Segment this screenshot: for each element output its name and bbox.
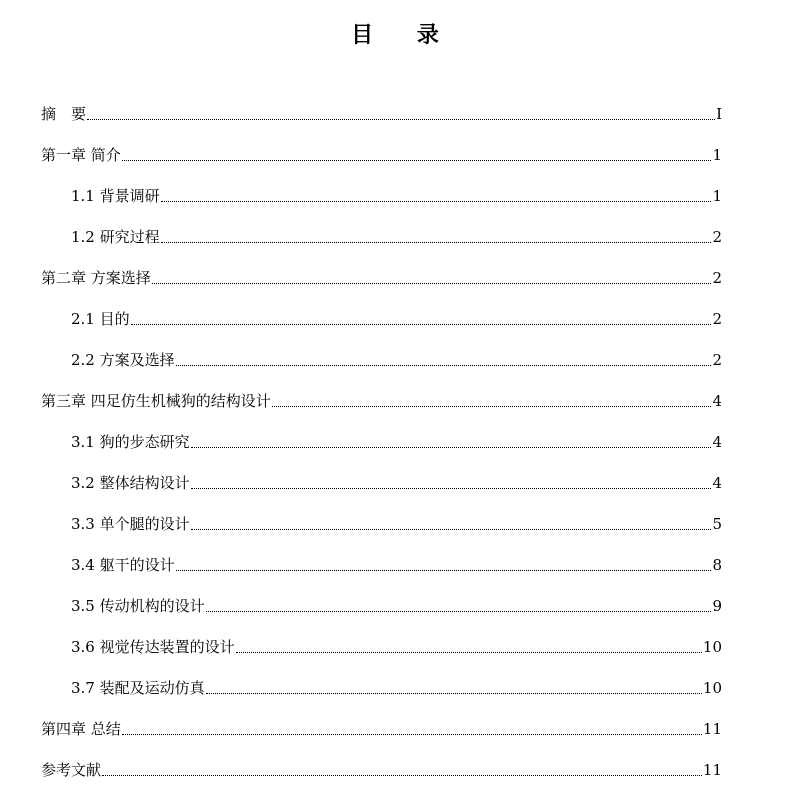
toc-entry-label: 3.5 传动机构的设计 <box>71 597 205 615</box>
toc-entry-label: 第一章 简介 <box>41 146 121 164</box>
toc-entry-label: 3.7 装配及运动仿真 <box>71 679 205 697</box>
toc-entry-label: 3.3 单个腿的设计 <box>71 515 190 533</box>
toc-entry-page: 8 <box>712 556 722 574</box>
toc-entry-page: 11 <box>702 761 722 779</box>
toc-entry-page: 4 <box>712 474 722 492</box>
toc-entry-label: 2.1 目的 <box>71 310 130 328</box>
toc-entry-label: 3.1 狗的步态研究 <box>71 433 190 451</box>
toc-leader-dots <box>87 118 715 120</box>
toc-entry[interactable] <box>71 470 722 496</box>
toc-entry[interactable] <box>71 634 722 660</box>
toc-entry-page: 4 <box>712 392 722 410</box>
toc-entry-label: 3.4 躯干的设计 <box>71 556 175 574</box>
toc-leader-dots <box>176 364 712 366</box>
toc-entry-label: 1.1 背景调研 <box>71 187 160 205</box>
toc-entry-page: 1 <box>712 146 722 164</box>
toc-leader-dots <box>122 159 712 161</box>
toc-entry-page: 11 <box>702 720 722 738</box>
toc-entry[interactable] <box>71 183 722 209</box>
toc-entry[interactable] <box>71 224 722 250</box>
toc-entry[interactable] <box>41 716 722 742</box>
toc-leader-dots <box>176 569 712 571</box>
toc-leader-dots <box>272 405 712 407</box>
toc-entry[interactable] <box>41 388 722 414</box>
toc-entry-page: I <box>716 105 722 123</box>
toc-entry-page: 9 <box>712 597 722 615</box>
toc-entry[interactable] <box>71 306 722 332</box>
toc-leader-dots <box>152 282 712 284</box>
toc-leader-dots <box>102 774 702 776</box>
toc-leader-dots <box>161 241 712 243</box>
toc-entry-page: 10 <box>702 638 722 656</box>
toc-entry-label: 第四章 总结 <box>41 720 121 738</box>
toc-entry-label: 3.6 视觉传达装置的设计 <box>71 638 235 656</box>
toc-entry-page: 4 <box>712 433 722 451</box>
toc-entry[interactable] <box>41 757 722 783</box>
toc-entry[interactable] <box>71 552 722 578</box>
toc-leader-dots <box>191 528 712 530</box>
toc-entry-label: 1.2 研究过程 <box>71 228 160 246</box>
toc-leader-dots <box>131 323 712 325</box>
toc-entry-label: 摘 要 <box>41 105 87 123</box>
toc-leader-dots <box>161 200 712 202</box>
toc-entry[interactable] <box>71 347 722 373</box>
page-title: 目 录 <box>351 23 457 48</box>
toc-entry-page: 10 <box>702 679 722 697</box>
toc-leader-dots <box>122 733 702 735</box>
toc-entry-label: 第二章 方案选择 <box>41 269 151 287</box>
toc-leader-dots <box>236 651 702 653</box>
toc-entry-page: 2 <box>712 310 722 328</box>
toc-entry-page: 2 <box>712 269 722 287</box>
toc-entry[interactable] <box>71 511 722 537</box>
toc-entry-page: 5 <box>712 515 722 533</box>
toc-entry[interactable] <box>71 429 722 455</box>
toc-entry[interactable] <box>41 101 722 127</box>
toc-entry-label: 第三章 四足仿生机械狗的结构设计 <box>41 392 271 410</box>
toc-entry-page: 2 <box>712 228 722 246</box>
toc-entry-page: 1 <box>712 187 722 205</box>
toc-entry-label: 3.2 整体结构设计 <box>71 474 190 492</box>
toc-entry-label: 参考文献 <box>41 761 102 779</box>
toc-entry-page: 2 <box>712 351 722 369</box>
toc-entry[interactable] <box>71 675 722 701</box>
toc-leader-dots <box>206 610 712 612</box>
toc-leader-dots <box>191 487 712 489</box>
toc-leader-dots <box>191 446 712 448</box>
toc-leader-dots <box>206 692 702 694</box>
toc-entry[interactable] <box>41 265 722 291</box>
toc-entry-label: 2.2 方案及选择 <box>71 351 175 369</box>
toc-entry[interactable] <box>41 142 722 168</box>
toc-entry[interactable] <box>71 593 722 619</box>
